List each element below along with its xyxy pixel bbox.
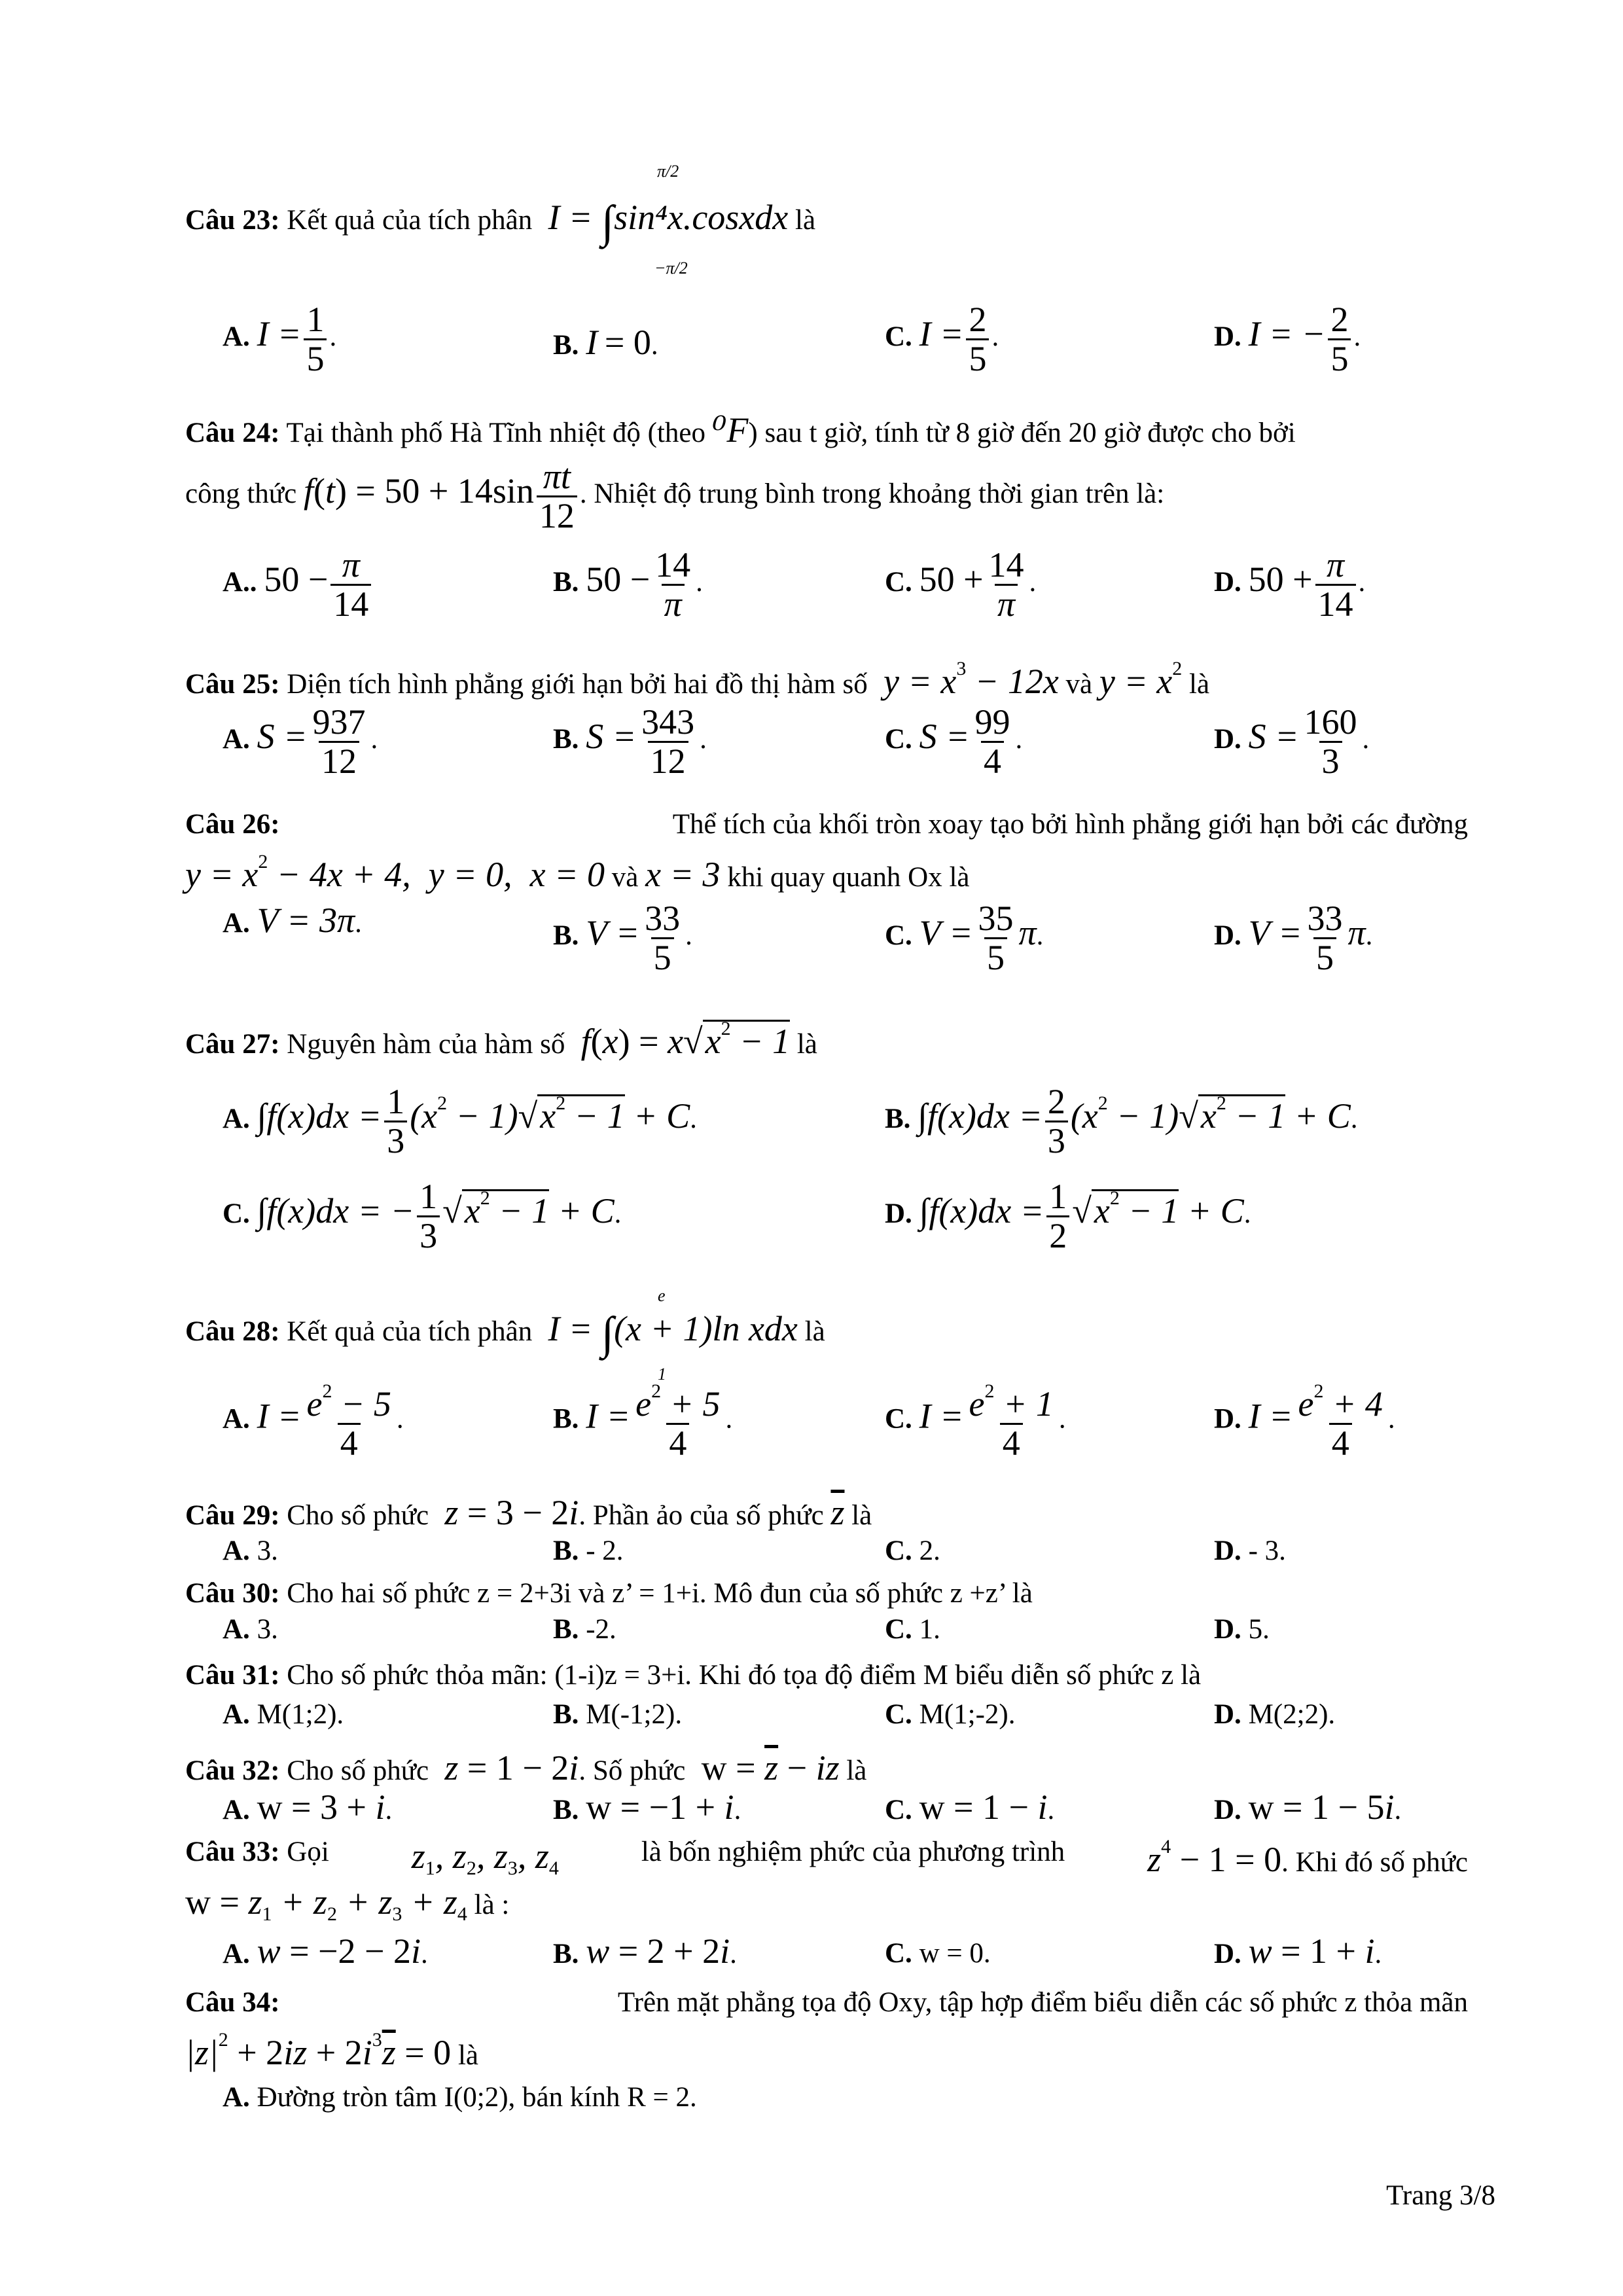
option-b[interactable]: B. ∫f(x)dx = $\frac{2}{3}$ $(x^2 - 1)√x^2 - 1 + C$. [885,1082,1358,1160]
integral-lower-limit: −π/2 [654,259,688,278]
option-a[interactable]: A.. 50 − $\frac{\pi}{14}$ [223,547,374,622]
option-c[interactable]: C. S = $\frac{99}{4}$ . [885,702,1023,781]
option-d[interactable]: D. ∫f(x)dx = $\frac{1}{2}$ $√x^2 - 1 + C$. [885,1177,1251,1255]
option-b[interactable]: B. M(-1;2). [553,1699,683,1730]
integral-upper-limit: e [658,1286,666,1305]
option-c[interactable]: C. ∫f(x)dx = − $\frac{1}{3}$ $√x^2 - 1 + C$. [223,1177,622,1255]
option-a[interactable]: A. 3. [223,1614,278,1645]
integral-lower-limit: 1 [658,1365,666,1384]
option-c[interactable]: C. w = 1 − i. [885,1787,1055,1827]
question-34-line1: Câu 34: Trên mặt phẳng tọa độ Oxy, tập hợp điểm biểu diễn các số phức z thỏa mãn [185,1987,1468,2018]
option-c[interactable]: C. 1. [885,1614,940,1645]
question-32-stem: Câu 32: Cho số phức z = 1 − 2i. Số phức $w = \overline{z}$ − iz là [185,1748,867,1787]
option-a[interactable]: A. Đường tròn tâm I(0;2), bán kính R = 2. [223,2082,697,2113]
question-24-line2: công thức f(t) = 50 + 14sin $\frac{\pi t}{12}$ . Nhiệt độ trung bình trong khoảng thời gian trên là: [185,457,1165,535]
option-d[interactable]: D. 50 + $\frac{\pi}{14}$ . [1214,545,1366,624]
option-a[interactable]: A. w = −2 − 2i. [223,1931,428,1971]
option-c[interactable]: C. M(1;-2). [885,1699,1016,1730]
option-c[interactable]: C. w = 0. [885,1938,991,1969]
option-d[interactable]: D. V = $\frac{33}{5}$ π. [1214,899,1373,977]
question-24-line1: Câu 24: Tại thành phố Hà Tĩnh nhiệt độ (theo ⁰F) sau t giờ, tính từ 8 giờ đến 20 giờ được cho bởi [185,410,1296,450]
option-d[interactable]: D. - 3. [1214,1535,1286,1566]
option-d[interactable]: D. S = $\frac{160}{3}$ . [1214,702,1370,781]
question-26-line1: Câu 26: Thể tích của khối tròn xoay tạo bởi hình phẳng giới hạn bởi các đường [185,809,1468,840]
question-29-stem: Câu 29: Cho số phức z = 3 − 2i. Phần ảo của số phức $\overline{z}$ là [185,1493,872,1532]
question-27-stem: Câu 27: Nguyên hàm của hàm số $f(x) = x√x^2 - 1$ là [185,1018,817,1061]
question-33-line1: Câu 33: Gọi $z_1$, $z_2$, $z_3$, $z_4$ là bốn nghiệm phức của phương trình $z^4 - 1 = 0$. Khi đó số phức [185,1836,1468,1879]
option-b[interactable]: B. w = −1 + i. [553,1787,741,1827]
option-a[interactable]: A. I = $\frac{e^2 - 5}{4}$ . [223,1380,404,1463]
question-34-line2: $|z|^2 + 2iz + 2i^3\overline{z} = 0$ là [185,2029,478,2072]
option-a[interactable]: A. ∫f(x)dx = $\frac{1}{3}$ $(x^2 - 1)√x^2 - 1 + C$. [223,1082,697,1160]
option-b[interactable]: B. I = 0. [553,323,658,362]
option-d[interactable]: D. 5. [1214,1614,1270,1645]
option-b[interactable]: B. - 2. [553,1535,624,1566]
option-c[interactable]: C. V = $\frac{35}{5}$ π. [885,899,1044,977]
option-b[interactable]: B. I = $\frac{e^2 + 5}{4}$ . [553,1380,733,1463]
option-b[interactable]: B. S = $\frac{343}{12}$ . [553,702,707,781]
question-30-stem: Câu 30: Cho hai số phức z = 2+3i và z’ = 1+i. Mô đun của số phức z +z’ là [185,1578,1033,1609]
option-b[interactable]: B. 50 − $\frac{14}{\pi}$ . [553,545,703,624]
question-33-line2: $w = z_1 + z_2 + z_3 + z_4$ là : [185,1882,510,1925]
question-26-line2: $y = x^2 - 4x + 4$, y = 0, x = 0 và x = 3 khi quay quanh Ox là [185,851,970,894]
option-a[interactable]: A. 3. [223,1535,278,1566]
option-b[interactable]: B. w = 2 + 2i. [553,1931,737,1971]
integral-upper-limit: π/2 [657,162,679,181]
option-a[interactable]: A. S = $\frac{937}{12}$ . [223,702,378,781]
option-c[interactable]: C. 50 + $\frac{14}{\pi}$ . [885,545,1037,624]
option-d[interactable]: D. w = 1 − 5i. [1214,1787,1402,1827]
option-a[interactable]: A. M(1;2). [223,1699,344,1730]
option-d[interactable]: D. w = 1 + i. [1214,1931,1382,1971]
question-28-stem: Câu 28: Kết quả của tích phân I = ∫(x + 1)ln xdx là [185,1308,825,1359]
option-a[interactable]: A. V = 3π. [223,901,362,940]
option-c[interactable]: C. I = $\frac{2}{5}$ . [885,300,999,378]
option-b[interactable]: B. -2. [553,1614,616,1645]
option-a[interactable]: A. w = 3 + i. [223,1787,393,1827]
option-d[interactable]: D. M(2;2). [1214,1699,1336,1730]
option-b[interactable]: B. V = $\frac{33}{5}$ . [553,899,692,977]
option-c[interactable]: C. 2. [885,1535,940,1566]
question-label: Câu 23: [185,204,280,236]
page-number: Trang 3/8 [1386,2180,1495,2211]
option-d[interactable]: D. I = − $\frac{2}{5}$ . [1214,300,1361,378]
option-a[interactable]: A. I = $\frac{1}{5}$ . [223,300,337,378]
question-23-stem: Câu 23: Kết quả của tích phân I = ∫sin⁴x.cosxdx là [185,197,816,247]
question-25-stem: Câu 25: Diện tích hình phẳng giới hạn bởi hai đồ thị hàm số $y = x^3 - 12x$ và $y = x^2$ là [185,658,1210,701]
option-d[interactable]: D. I = $\frac{e^2 + 4}{4}$ . [1214,1380,1395,1463]
question-31-stem: Câu 31: Cho số phức thỏa mãn: (1-i)z = 3+i. Khi đó tọa độ điểm M biểu diễn số phức z là [185,1660,1202,1691]
option-c[interactable]: C. I = $\frac{e^2 + 1}{4}$ . [885,1380,1066,1463]
